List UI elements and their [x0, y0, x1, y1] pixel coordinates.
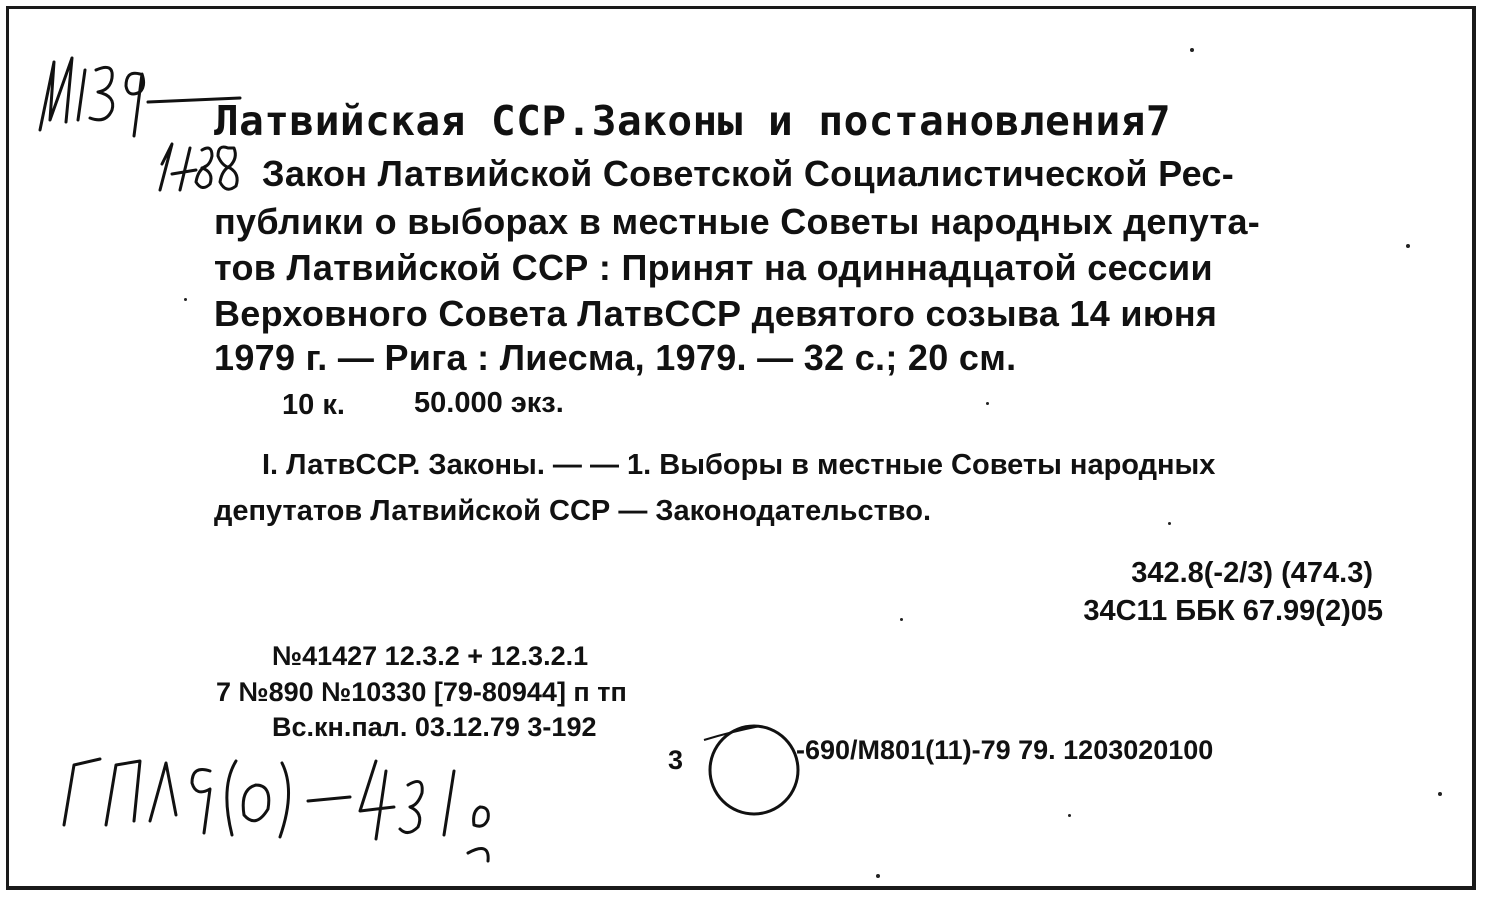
entry-line-1: Закон Латвийской Советской Социалистической Рес- [262, 153, 1235, 194]
tracing-line-2: депутатов Латвийской ССР — Законодательство. [214, 495, 932, 527]
record-line-1: №41427 12.3.2 + 12.3.2.1 [272, 641, 589, 671]
speck [986, 402, 989, 405]
entry-line-4: Верховного Совета ЛатвССР девятого созыва 14 июня [214, 293, 1218, 334]
speck [1168, 522, 1171, 525]
speck [184, 298, 187, 301]
speck [1438, 792, 1442, 796]
bbk-index: 34С11 ББК 67.99(2)05 [1083, 595, 1383, 627]
record-line-2: 7 №890 №10330 [79-80944] п тп [216, 677, 627, 707]
record-line-4: -690/М801(11)-79 79. 1203020100 [796, 735, 1214, 765]
speck [1406, 244, 1410, 248]
record-line-4-prefix: 3 [668, 745, 684, 775]
udc-index: 342.8(-2/3) (474.3) [1131, 557, 1373, 589]
tracing-line-1: I. ЛатвССР. Законы. — — 1. Выборы в местные Советы народных [262, 449, 1216, 481]
speck [900, 618, 903, 621]
speck [1068, 814, 1071, 817]
stamp-circle [700, 712, 810, 822]
entry-line-3: тов Латвийской ССР : Принят на одиннадцатой сессии [214, 247, 1213, 288]
price: 10 к. [282, 389, 345, 421]
entry-line-2: публики о выборах в местные Советы народных депута- [214, 201, 1261, 242]
entry-line-5: 1979 г. — Рига : Лиесма, 1979. — 32 с.; 20 см. [214, 337, 1017, 378]
handwritten-shelfmark-bottom [60, 735, 520, 865]
speck [876, 874, 880, 878]
print-run: 50.000 экз. [414, 387, 564, 419]
speck [1190, 48, 1194, 52]
card-heading: Латвийская ССР.Законы и постановления7 [214, 97, 1171, 145]
record-line-3: Вс.кн.пал. 03.12.79 3-192 [272, 712, 597, 742]
